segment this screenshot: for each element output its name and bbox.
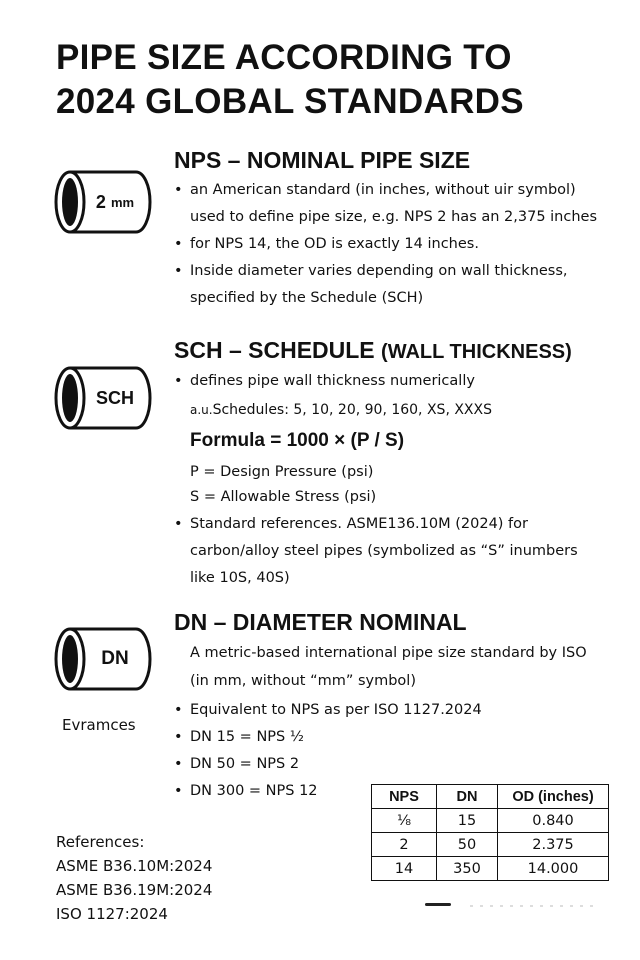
nps-bullet-2: • for NPS 14, the OD is exactly 14 inches. (172, 231, 622, 258)
nps-heading: NPS – NOMINAL PIPE SIZE (174, 147, 471, 173)
nps-pipe-icon (52, 170, 152, 234)
table-row (372, 857, 609, 881)
references-label: References: (56, 833, 145, 851)
title-line-1: PIPE SIZE ACCORDING TO (56, 38, 512, 77)
table-cell: 0.840 (498, 809, 609, 833)
sch-heading-sub: (WALL THICKNESS) (381, 341, 572, 363)
table-cell: ⅛ (372, 809, 437, 833)
sch-schedules-prefix: a.u. (190, 403, 213, 417)
sch-bullet-2 (172, 511, 622, 592)
sch-pipe-icon (52, 366, 152, 430)
table-header-od: OD (inches) (498, 785, 609, 809)
dn-description-line-b: (in mm, without “mm” symbol) (190, 673, 416, 689)
reference-item: ISO 1127:2024 (56, 905, 168, 923)
reference-item: ASME B36.19M:2024 (56, 881, 213, 899)
sch-bullet-2-line-a: • Standard references. ASME136.10M (2024) for (190, 516, 528, 532)
dn-pipe-icon (52, 627, 152, 691)
sch-bullet-1: • defines pipe wall thickness numerically (172, 368, 622, 395)
table-cell: 50 (437, 833, 498, 857)
nps-bullet-1 (172, 177, 622, 231)
table-header-row (372, 785, 609, 809)
table-cell: 14.000 (498, 857, 609, 881)
sch-bullet-2-line-b: carbon/alloy steel pipes (symbolized as “S” inumbers (190, 543, 578, 559)
sch-bullet-list-1 (172, 368, 622, 395)
dn-bullet-1: • Equivalent to NPS as per ISO 1127.2024 (172, 697, 622, 724)
table-header-nps: NPS (372, 785, 437, 809)
sch-schedules-list: Schedules: 5, 10, 20, 90, 160, XS, XXXS (212, 402, 492, 418)
table-header-dn: DN (437, 785, 498, 809)
table-row (372, 809, 609, 833)
sch-schedules-line (190, 397, 492, 424)
dn-icon-caption: Evramces (62, 716, 136, 734)
dn-heading: DN – DIAMETER NOMINAL (174, 609, 467, 635)
table-cell: 2.375 (498, 833, 609, 857)
table-cell: 2 (372, 833, 437, 857)
dn-bullet-3: • DN 50 = NPS 2 (172, 751, 622, 778)
table-cell: 15 (437, 809, 498, 833)
decorative-dots (470, 905, 600, 907)
sch-heading-main: SCH – SCHEDULE (174, 337, 375, 363)
dn-description-line-a: A metric-based international pipe size standard by ISO (190, 645, 587, 661)
nps-bullet-1-line-a: • an American standard (in inches, without uir symbol) (190, 182, 576, 198)
sch-bullet-2-line-c: like 10S, 40S) (190, 570, 290, 586)
sch-p-definition: P = Design Pressure (psi) (190, 464, 374, 480)
dn-bullet-2: • DN 15 = NPS ½ (172, 724, 622, 751)
nps-dn-od-table (371, 784, 609, 881)
nps-pipe-label (80, 170, 150, 234)
nps-bullet-list (172, 177, 622, 312)
sch-s-definition: S = Allowable Stress (psi) (190, 489, 377, 505)
table-cell: 350 (437, 857, 498, 881)
page-title (56, 36, 616, 124)
table-cell: 14 (372, 857, 437, 881)
reference-item: ASME B36.10M:2024 (56, 857, 213, 875)
decorative-smudge (425, 903, 451, 906)
sch-bullet-list-2 (172, 511, 622, 592)
dn-bullet-4: • DN 300 = NPS 12 (172, 778, 622, 805)
nps-pipe-unit: mm (110, 194, 135, 210)
sch-formula: Formula = 1000 × (P / S) (190, 430, 405, 451)
nps-pipe-value: 2 (95, 191, 106, 212)
nps-bullet-3-line-b: specified by the Schedule (SCH) (190, 290, 424, 306)
nps-bullet-3-line-a: • Inside diameter varies depending on wall thickness, (190, 263, 568, 279)
dn-pipe-label: DN (101, 648, 129, 669)
references-block (56, 830, 212, 926)
nps-bullet-3 (172, 258, 622, 312)
sch-pipe-label: SCH (95, 387, 134, 408)
table-row (372, 833, 609, 857)
sch-heading (174, 336, 572, 366)
title-line-2: 2024 GLOBAL STANDARDS (56, 82, 524, 121)
nps-bullet-1-line-b: used to define pipe size, e.g. NPS 2 has an 2,375 inches (190, 209, 598, 225)
